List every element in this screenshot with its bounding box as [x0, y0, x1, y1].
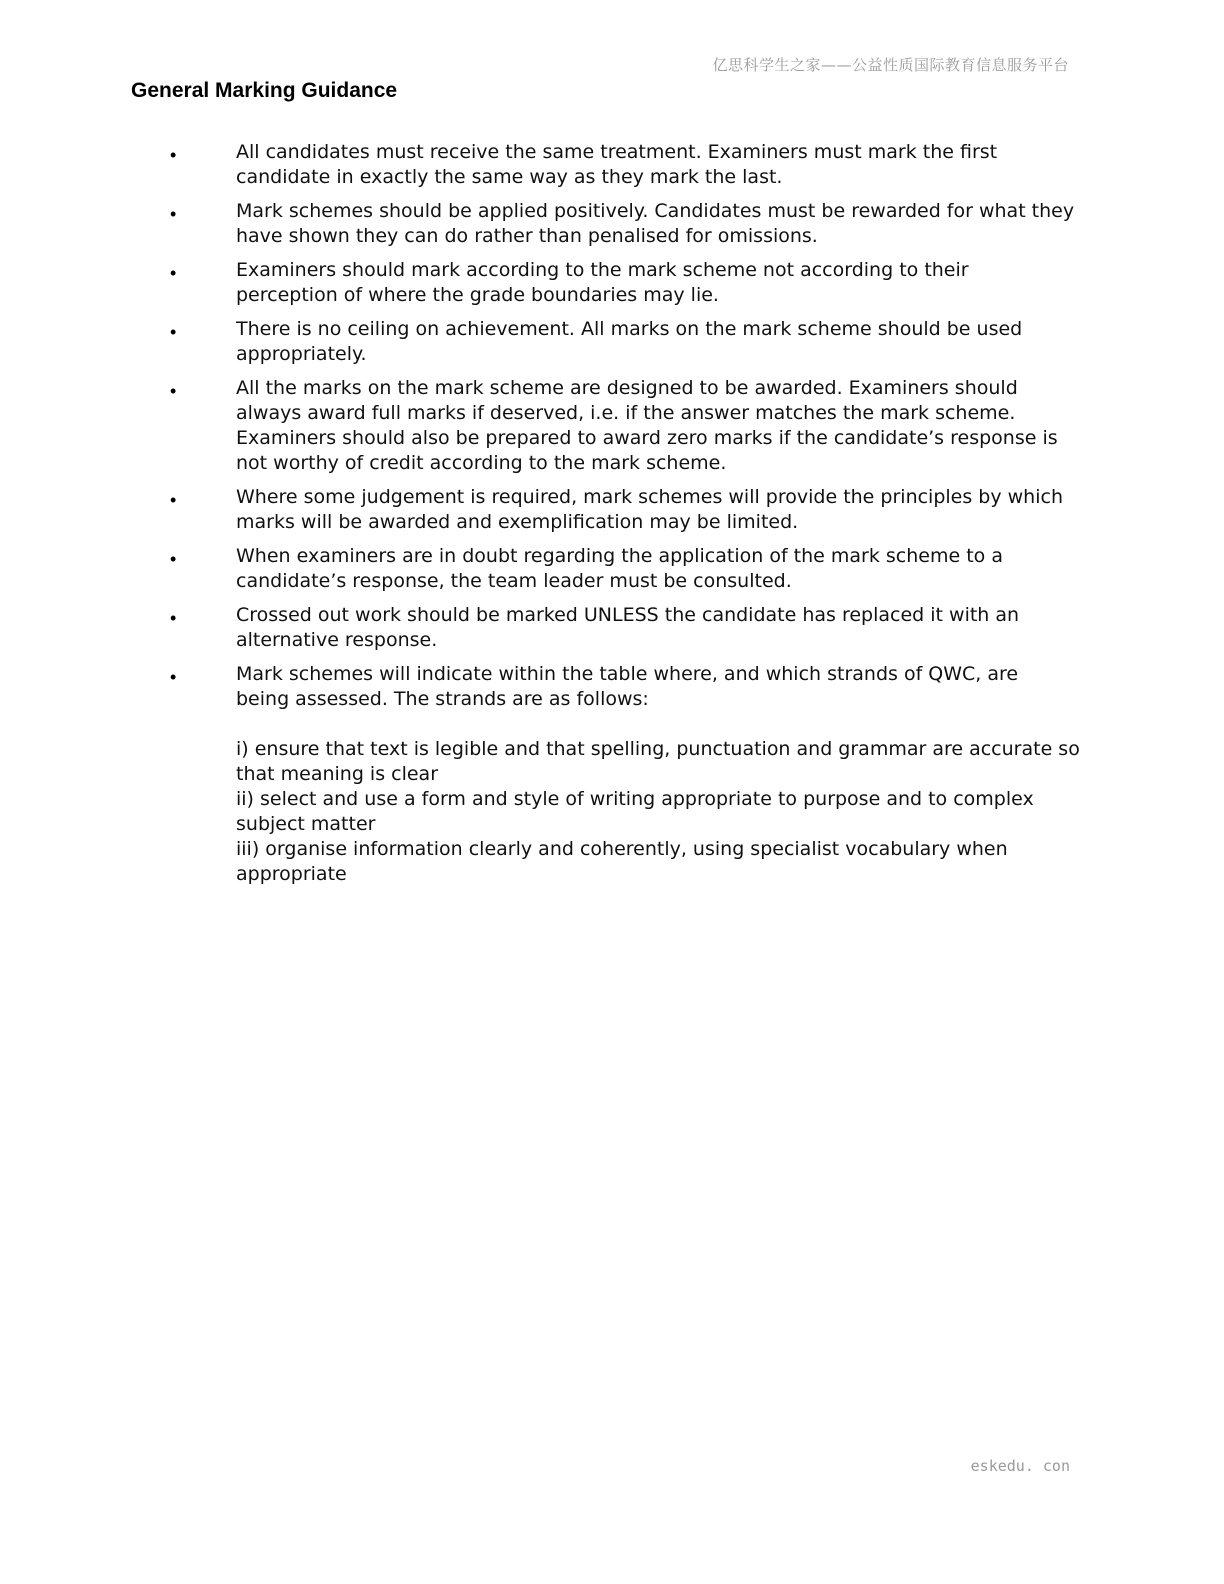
list-item — [0, 140, 1224, 190]
guidance-list — [0, 140, 1224, 896]
list-item — [0, 376, 1224, 476]
bullet-icon: • — [170, 667, 177, 687]
list-item — [0, 662, 1224, 887]
list-item-text: Where some judgement is required, mark schemes will provide the principles by which marks will be awarded and exemplification may be limited. — [236, 486, 1063, 533]
bullet-icon: • — [170, 322, 177, 342]
list-item-text: Mark schemes will indicate within the table where, and which strands of QWC, are being assessed. The strands are as follows: — [236, 663, 1019, 710]
list-item-text: All candidates must receive the same treatment. Examiners must mark the first candidate in exactly the same way as they mark the last. — [236, 141, 998, 188]
watermark-bottom: eskedu. con — [970, 1457, 1070, 1475]
list-item-text: Examiners should mark according to the mark scheme not according to their perception of where the grade boundaries may lie. — [236, 259, 969, 306]
bullet-icon: • — [170, 145, 177, 165]
bullet-icon: • — [170, 490, 177, 510]
list-item-text: When examiners are in doubt regarding the application of the mark scheme to a candidate’s response, the team leader must be consulted. — [236, 545, 1003, 592]
list-item-text: Crossed out work should be marked UNLESS the candidate has replaced it with an alternative response. — [236, 604, 1020, 651]
list-item — [0, 317, 1224, 367]
list-item — [0, 485, 1224, 535]
list-item — [0, 544, 1224, 594]
bullet-icon: • — [170, 263, 177, 283]
list-item-text: Mark schemes should be applied positively. Candidates must be rewarded for what they have shown they can do rather than penalised for omissions. — [236, 200, 1075, 247]
strand-item: i) ensure that text is legible and that spelling, punctuation and grammar are accurate so that meaning is clear — [236, 738, 1080, 785]
strand-item: ii) select and use a form and style of writing appropriate to purpose and to complex subject matter — [236, 788, 1034, 835]
list-item — [0, 258, 1224, 308]
bullet-icon: • — [170, 608, 177, 628]
strand-item: iii) organise information clearly and coherently, using specialist vocabulary when appropriate — [236, 838, 1008, 885]
list-item — [0, 603, 1224, 653]
list-item-text: All the marks on the mark scheme are designed to be awarded. Examiners should always award full marks if deserved, i.e. if the answer matches the mark scheme. Examiners should also be prepared to award zero marks if the candidate’s response is not worthy of credit according to the mark scheme. — [236, 377, 1058, 474]
page-heading: General Marking Guidance — [131, 79, 398, 102]
bullet-icon: • — [170, 204, 177, 224]
bullet-icon: • — [170, 549, 177, 569]
watermark-top: 亿思科学生之家——公益性质国际教育信息服务平台 — [712, 56, 1069, 74]
list-item — [0, 199, 1224, 249]
list-item-text: There is no ceiling on achievement. All marks on the mark scheme should be used appropriately. — [236, 318, 1023, 365]
qwc-strands — [236, 737, 1086, 887]
bullet-icon: • — [170, 381, 177, 401]
